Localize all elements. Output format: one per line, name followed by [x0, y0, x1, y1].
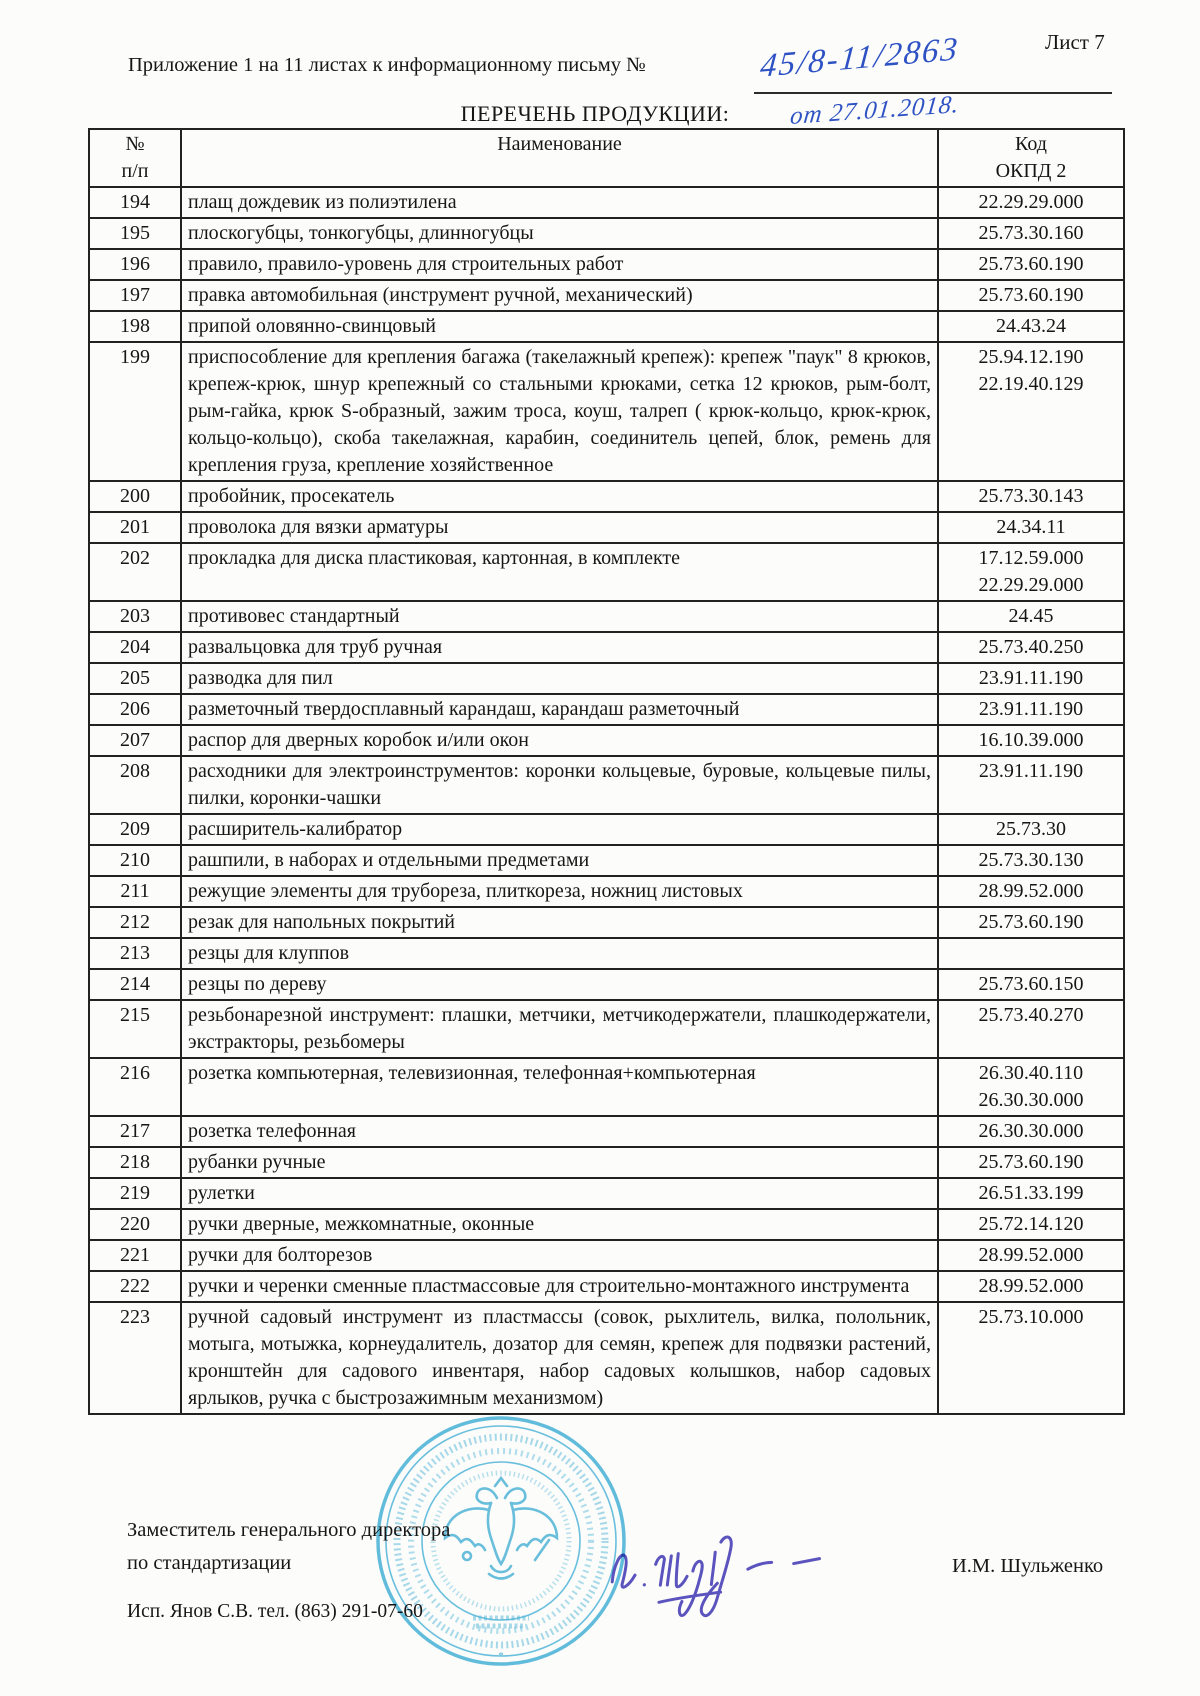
- product-name-cell: припой оловянно-свинцовый: [181, 311, 938, 342]
- product-name-cell: проволока для вязки арматуры: [181, 512, 938, 543]
- okpd2-code-cell: [938, 632, 1124, 663]
- stamp-star: *: [498, 1650, 504, 1662]
- product-name-cell: резцы для клуппов: [181, 938, 938, 969]
- product-name-cell: розетка компьютерная, телевизионная, телефонная+компьютерная: [181, 1058, 938, 1116]
- okpd2-code-cell: [938, 1000, 1124, 1058]
- product-name-cell: рубанки ручные: [181, 1147, 938, 1178]
- okpd2-code-line: 25.73.30.130: [978, 849, 1084, 871]
- table-row: [89, 481, 1124, 512]
- okpd2-code-cell: [938, 694, 1124, 725]
- column-header-code-line1: Код: [1015, 133, 1047, 155]
- row-number-cell: 207: [89, 725, 181, 756]
- product-name-cell: правка автомобильная (инструмент ручной, механический): [181, 280, 938, 311]
- okpd2-code-cell: [938, 601, 1124, 632]
- okpd2-code-cell: [938, 756, 1124, 814]
- okpd2-code-cell: [938, 187, 1124, 218]
- okpd2-code-line: 24.45: [1008, 605, 1054, 627]
- okpd2-code-cell: [938, 1116, 1124, 1147]
- table-row: [89, 1302, 1124, 1414]
- product-name-cell: плоскогубцы, тонкогубцы, длинногубцы: [181, 218, 938, 249]
- okpd2-code-cell: [938, 1271, 1124, 1302]
- table-row: [89, 1209, 1124, 1240]
- okpd2-code-cell: [938, 969, 1124, 1000]
- okpd2-code-cell: [938, 845, 1124, 876]
- handwritten-letter-number: 45/8-11/2863: [758, 31, 961, 85]
- okpd2-code-line: 24.34.11: [996, 516, 1066, 538]
- okpd2-code-line: 23.91.11.190: [978, 698, 1084, 720]
- okpd2-code-cell: [938, 1178, 1124, 1209]
- row-number-cell: 212: [89, 907, 181, 938]
- product-name-cell: противовес стандартный: [181, 601, 938, 632]
- okpd2-code-line: 28.99.52.000: [978, 1244, 1084, 1266]
- product-name-cell: рулетки: [181, 1178, 938, 1209]
- table-row: [89, 280, 1124, 311]
- table-row: [89, 938, 1124, 969]
- table-row: [89, 1058, 1124, 1116]
- row-number-cell: 218: [89, 1147, 181, 1178]
- okpd2-code-cell: [938, 876, 1124, 907]
- row-number-cell: 196: [89, 249, 181, 280]
- column-header-num-line1: №: [125, 133, 145, 155]
- okpd2-code-line: 25.73.30: [996, 818, 1066, 840]
- okpd2-code-cell: [938, 1209, 1124, 1240]
- table-row: [89, 907, 1124, 938]
- okpd2-code-cell: [938, 663, 1124, 694]
- signer-title-line1: Заместитель генерального директора: [127, 1519, 451, 1541]
- row-number-cell: 211: [89, 876, 181, 907]
- row-number-cell: 223: [89, 1302, 181, 1414]
- okpd2-code-cell: [938, 280, 1124, 311]
- signature: [596, 1516, 852, 1633]
- product-name-cell: режущие элементы для трубореза, плиткореза, ножниц листовых: [181, 876, 938, 907]
- okpd2-code-line: 24.43.24: [996, 315, 1066, 337]
- row-number-cell: 198: [89, 311, 181, 342]
- okpd2-code-line: 25.73.30.160: [978, 222, 1084, 244]
- table-row: [89, 187, 1124, 218]
- okpd2-code-line: 25.73.60.190: [978, 253, 1084, 275]
- okpd2-code-cell: [938, 342, 1124, 481]
- table-row: [89, 632, 1124, 663]
- table-row: [89, 311, 1124, 342]
- okpd2-code-cell: [938, 725, 1124, 756]
- okpd2-code-line: 28.99.52.000: [978, 880, 1084, 902]
- row-number-cell: 220: [89, 1209, 181, 1240]
- row-number-cell: 205: [89, 663, 181, 694]
- row-number-cell: 209: [89, 814, 181, 845]
- product-name-cell: ручки для болторезов: [181, 1240, 938, 1271]
- table-row: [89, 342, 1124, 481]
- stamp-bottom-text-block: [473, 1618, 529, 1626]
- row-number-cell: 215: [89, 1000, 181, 1058]
- executor-contact-line: Исп. Янов С.В. тел. (863) 291-07-60: [127, 1601, 423, 1622]
- column-header-name: Наименование: [181, 129, 938, 187]
- okpd2-code-line: 26.51.33.199: [978, 1182, 1084, 1204]
- row-number-cell: 216: [89, 1058, 181, 1116]
- okpd2-code-cell: [938, 814, 1124, 845]
- table-row: [89, 1178, 1124, 1209]
- okpd2-code-line: 23.91.11.190: [978, 760, 1084, 782]
- table-row: [89, 1240, 1124, 1271]
- table-row: [89, 218, 1124, 249]
- okpd2-code-line: 23.91.11.190: [978, 667, 1084, 689]
- row-number-cell: 210: [89, 845, 181, 876]
- row-number-cell: 204: [89, 632, 181, 663]
- table-row: [89, 814, 1124, 845]
- signer-name: И.М. Шульженко: [952, 1555, 1104, 1577]
- column-header-num-line2: п/п: [121, 160, 149, 182]
- row-number-cell: 199: [89, 342, 181, 481]
- okpd2-code-line: 25.72.14.120: [978, 1213, 1084, 1235]
- product-name-cell: рашпили, в наборах и отдельными предметами: [181, 845, 938, 876]
- okpd2-code-line: 26.30.30.000: [978, 1120, 1084, 1142]
- table-row: [89, 601, 1124, 632]
- product-name-cell: розетка телефонная: [181, 1116, 938, 1147]
- product-name-cell: приспособление для крепления багажа (такелажный крепеж): крепеж "паук" 8 крюков, крепеж-крюк, шнур крепежный со стальными крюками, сетка 12 крюков, рым-болт, рым-гайка, крюк S-образный, зажим троса, коуш, талреп ( крюк-кольцо, крюк-крюк, кольцо-кольцо), скоба такелажная, карабин, соединитель цепей, блок, ремень для крепления груза, крепление хозяйственное: [181, 342, 938, 481]
- handwritten-letter-date: от 27.01.2018.: [788, 90, 961, 131]
- okpd2-code-cell: [938, 907, 1124, 938]
- row-number-cell: 219: [89, 1178, 181, 1209]
- okpd2-code-cell: [938, 1240, 1124, 1271]
- okpd2-code-cell: [938, 1058, 1124, 1116]
- row-number-cell: 222: [89, 1271, 181, 1302]
- product-name-cell: расходники для электроинструментов: коронки кольцевые, буровые, кольцевые пилы, пилки, коронки-чашки: [181, 756, 938, 814]
- product-name-cell: ручной садовый инструмент из пластмассы (совок, рыхлитель, вилка, полольник, мотыга, мотыжка, корнеудалитель, дозатор для семян, крепеж для подвязки растений, кронштейн для садового инвентаря, набор садовых колышков, набор садовых ярлыков, ручка с быстрозажимным механизмом): [181, 1302, 938, 1414]
- product-name-cell: развальцовка для труб ручная: [181, 632, 938, 663]
- sheet-number-label: Лист 7: [1045, 30, 1105, 54]
- okpd2-code-line: 25.94.12.190: [978, 346, 1084, 368]
- okpd2-code-line: 25.73.40.270: [978, 1004, 1084, 1026]
- row-number-cell: 197: [89, 280, 181, 311]
- product-table: [88, 128, 1125, 1415]
- product-name-cell: ручки и черенки сменные пластмассовые для строительно-монтажного инструмента: [181, 1271, 938, 1302]
- row-number-cell: 206: [89, 694, 181, 725]
- okpd2-code-line: 25.73.30.143: [978, 485, 1084, 507]
- column-header-code: [938, 129, 1124, 187]
- okpd2-code-line: 22.29.29.000: [978, 191, 1084, 213]
- row-number-cell: 195: [89, 218, 181, 249]
- okpd2-code-cell: [938, 218, 1124, 249]
- signer-title-line2: по стандартизации: [127, 1552, 292, 1574]
- okpd2-code-line: 28.99.52.000: [978, 1275, 1084, 1297]
- row-number-cell: 221: [89, 1240, 181, 1271]
- table-row: [89, 1000, 1124, 1058]
- okpd2-code-cell: [938, 938, 1124, 969]
- table-row: [89, 694, 1124, 725]
- okpd2-code-cell: [938, 1302, 1124, 1414]
- product-name-cell: распор для дверных коробок и/или окон: [181, 725, 938, 756]
- table-row: [89, 1116, 1124, 1147]
- okpd2-code-line: 25.73.60.190: [978, 284, 1084, 306]
- okpd2-code-line: 22.29.29.000: [978, 574, 1084, 596]
- table-row: [89, 1271, 1124, 1302]
- okpd2-code-line: 25.73.60.190: [978, 1151, 1084, 1173]
- okpd2-code-line: 25.73.10.000: [978, 1306, 1084, 1328]
- row-number-cell: 200: [89, 481, 181, 512]
- okpd2-code-cell: [938, 512, 1124, 543]
- okpd2-code-line: 25.73.40.250: [978, 636, 1084, 658]
- product-name-cell: пробойник, просекатель: [181, 481, 938, 512]
- okpd2-code-line: 26.30.30.000: [978, 1089, 1084, 1111]
- row-number-cell: 217: [89, 1116, 181, 1147]
- product-name-cell: резак для напольных покрытий: [181, 907, 938, 938]
- column-header-num: [89, 129, 181, 187]
- table-row: [89, 969, 1124, 1000]
- product-name-cell: резьбонарезной инструмент: плашки, метчики, метчикодержатели, плашкодержатели, экстракторы, резьбомеры: [181, 1000, 938, 1058]
- okpd2-code-cell: [938, 481, 1124, 512]
- row-number-cell: 213: [89, 938, 181, 969]
- page-title: ПЕРЕЧЕНЬ ПРОДУКЦИИ:: [460, 101, 730, 126]
- appendix-caption: Приложение 1 на 11 листах к информационному письму №: [128, 54, 646, 76]
- table-row: [89, 663, 1124, 694]
- column-header-code-line2: ОКПД 2: [995, 160, 1067, 182]
- okpd2-code-line: 17.12.59.000: [978, 547, 1084, 569]
- product-name-cell: разметочный твердосплавный карандаш, карандаш разметочный: [181, 694, 938, 725]
- okpd2-code-line: 16.10.39.000: [978, 729, 1084, 751]
- table-row: [89, 249, 1124, 280]
- product-name-cell: прокладка для диска пластиковая, картонная, в комплекте: [181, 543, 938, 601]
- okpd2-code-line: 26.30.40.110: [978, 1062, 1084, 1084]
- row-number-cell: 194: [89, 187, 181, 218]
- row-number-cell: 214: [89, 969, 181, 1000]
- row-number-cell: 202: [89, 543, 181, 601]
- row-number-cell: 203: [89, 601, 181, 632]
- okpd2-code-line: 25.73.60.190: [978, 911, 1084, 933]
- table-row: [89, 725, 1124, 756]
- okpd2-code-line: 25.73.60.150: [978, 973, 1084, 995]
- product-name-cell: правило, правило-уровень для строительных работ: [181, 249, 938, 280]
- eagle-emblem: [445, 1478, 557, 1579]
- table-row: [89, 512, 1124, 543]
- okpd2-code-cell: [938, 543, 1124, 601]
- okpd2-code-cell: [938, 311, 1124, 342]
- table-row: [89, 543, 1124, 601]
- table-row: [89, 876, 1124, 907]
- okpd2-code-cell: [938, 249, 1124, 280]
- okpd2-code-line: 22.19.40.129: [978, 373, 1084, 395]
- product-name-cell: резцы по дереву: [181, 969, 938, 1000]
- row-number-cell: 208: [89, 756, 181, 814]
- table-row: [89, 1147, 1124, 1178]
- table-header-row: [89, 129, 1124, 187]
- product-name-cell: ручки дверные, межкомнатные, оконные: [181, 1209, 938, 1240]
- table-row: [89, 756, 1124, 814]
- product-name-cell: расширитель-калибратор: [181, 814, 938, 845]
- okpd2-code-cell: [938, 1147, 1124, 1178]
- table-row: [89, 845, 1124, 876]
- row-number-cell: 201: [89, 512, 181, 543]
- product-name-cell: плащ дождевик из полиэтилена: [181, 187, 938, 218]
- product-name-cell: разводка для пил: [181, 663, 938, 694]
